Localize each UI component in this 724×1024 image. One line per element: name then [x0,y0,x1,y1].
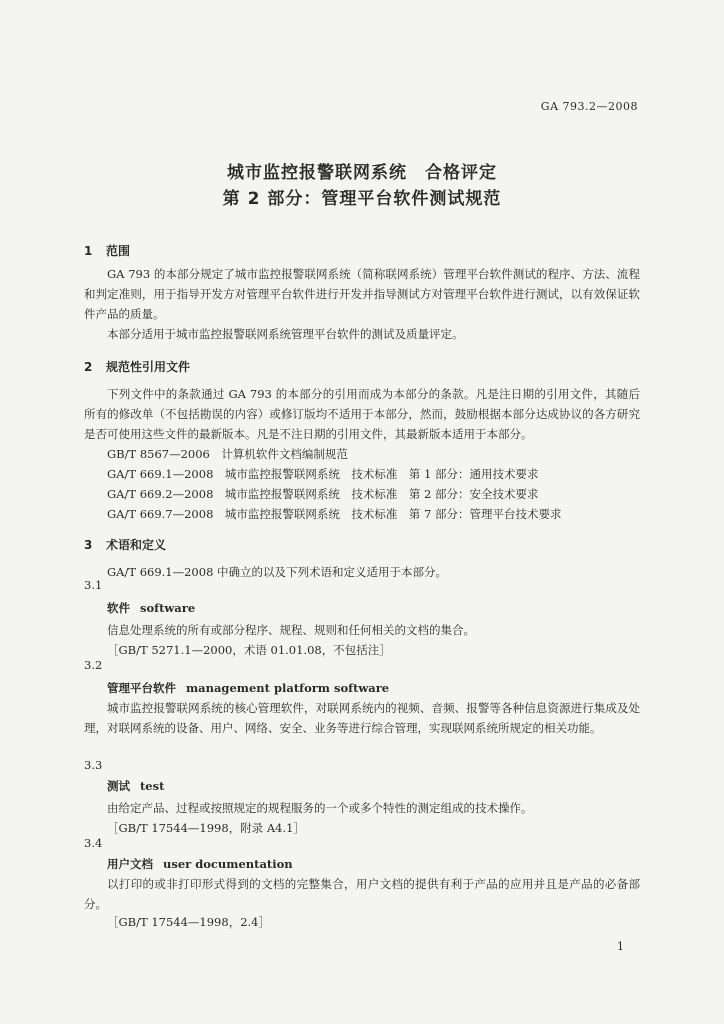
term-number: 3.4 [84,836,103,850]
section-number: 3 [84,538,93,552]
term-definition: 城市监控报警联网系统的核心管理软件，对联网系统内的视频、音频、报警等各种信息资源进行集成及处理，对联网系统的设备、用户、网络、安全、业务等进行综合管理，实现联网系统所规定的相关功能。 [84,701,640,735]
document-title-line2: 第 2 部分：管理平台软件测试规范 [222,189,502,209]
scope-paragraph-2: 本部分适用于城市监控报警联网系统管理平台软件的测试及质量评定。 [107,327,464,341]
section-title: 规范性引用文件 [106,360,191,374]
section-title: 术语和定义 [106,538,167,552]
term-zh: 管理平台软件 [107,681,176,695]
term-en: test [140,779,165,793]
term-source: ［GB/T 17544—1998，2.4］ [107,915,270,929]
reference-item: GA/T 669.2—2008 城市监控报警联网系统 技术标准 第 2 部分：安全技术要求 [107,487,539,501]
term-number: 3.1 [84,578,103,592]
term-definition: 由给定产品、过程或按照规定的规程服务的一个或多个特性的测定组成的技术操作。 [107,801,533,815]
references-intro: 下列文件中的条款通过 GA 793 的本部分的引用而成为本部分的条款。凡是注日期的引用文件，其随后所有的修改单（不包括勘误的内容）或修订版均不适用于本部分，然而，鼓励根据本部分达成协议的各方研究是否可使用这些文件的最新版本。凡是不注日期的引用文件，其最新版本适用于本部分。 [84,387,640,441]
term-zh: 软件 [107,601,130,615]
term-number: 3.3 [84,758,103,772]
term-en: management platform software [186,681,390,695]
term-heading [107,600,195,616]
section-title: 范围 [106,244,131,258]
term-heading [107,680,389,696]
term-en: user documentation [163,857,293,871]
term-zh: 用户文档 [107,857,153,871]
term-heading [107,856,293,872]
term-zh: 测试 [107,779,130,793]
reference-item: GB/T 8567—2006 计算机软件文档编制规范 [107,447,348,461]
term-number: 3.2 [84,658,103,672]
section-number: 2 [84,360,93,374]
term-source: ［GB/T 17544—1998，附录 A4.1］ [107,821,305,835]
document-title-line1: 城市监控报警联网系统 合格评定 [227,163,497,183]
term-definition: 信息处理系统的所有或部分程序、规程、规则和任何相关的文档的集合。 [107,623,475,637]
section-heading-references [84,358,190,375]
section-heading-terms [84,536,166,553]
reference-item: GA/T 669.7—2008 城市监控报警联网系统 技术标准 第 7 部分：管理平台技术要求 [107,507,562,521]
term-en: software [140,601,196,615]
term-definition: 以打印的或非打印形式得到的文档的完整集合，用户文档的提供有利于产品的应用并且是产品的必备部分。 [84,877,640,911]
reference-item: GA/T 669.1—2008 城市监控报警联网系统 技术标准 第 1 部分：通用技术要求 [107,467,539,481]
scope-paragraph-1: GA 793 的本部分规定了城市监控报警联网系统（简称联网系统）管理平台软件测试的程序、方法、流程和判定准则，用于指导开发方对管理平台软件进行开发并指导测试方对管理平台软件进行测试，以有效保证软件产品的质量。 [84,267,640,321]
section-heading-scope [84,242,130,259]
page-number: 1 [617,940,624,953]
terms-intro: GA/T 669.1—2008 中确立的以及下列术语和定义适用于本部分。 [107,565,448,579]
standard-number: GA 793.2—2008 [540,100,638,113]
section-number: 1 [84,244,93,258]
term-heading [107,778,164,794]
term-source: ［GB/T 5271.1—2000，术语 01.01.08，不包括注］ [107,643,391,657]
